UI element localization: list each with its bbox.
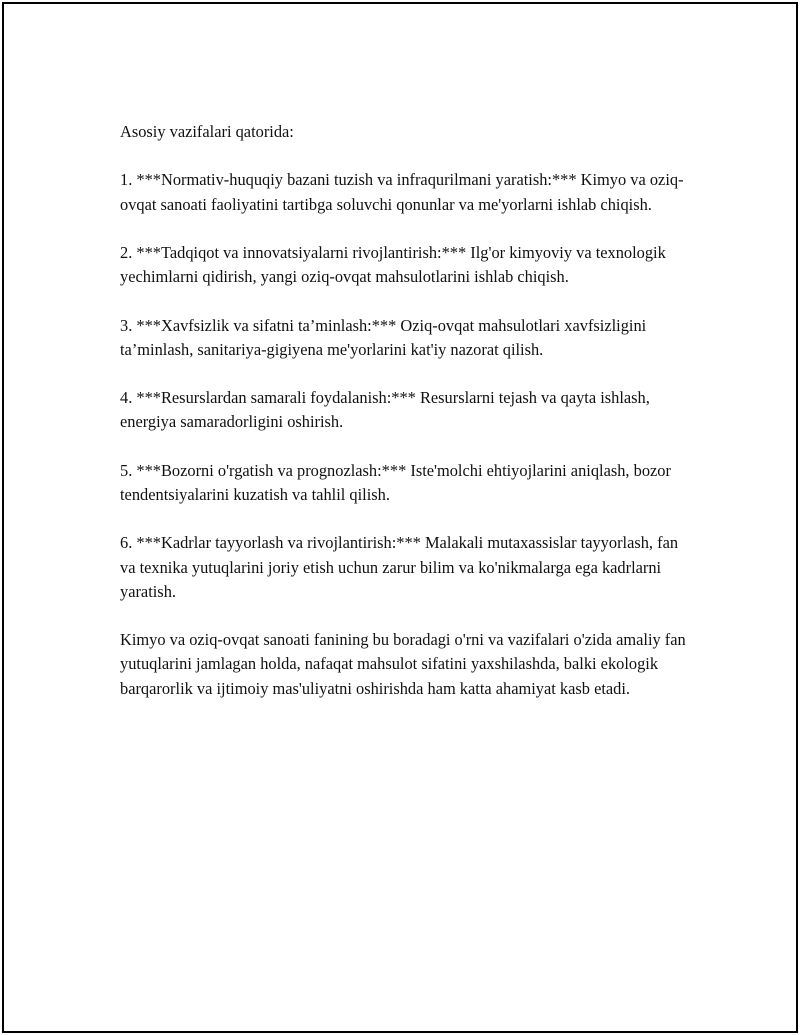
list-item: 2. ***Tadqiqot va innovatsiyalarni rivojlantirish:*** Ilg'or kimyoviy va texnologik yechimlarni qidirish, yangi oziq-ovqat mahsulotlarini ishlab chiqish. <box>120 242 666 287</box>
list-item: 4. ***Resurslardan samarali foydalanish:*** Resurslarni tejash va qayta ishlash, energiya samaradorligini oshirish. <box>120 388 650 432</box>
conclusion-paragraph: Kimyo va oziq-ovqat sanoati fanining bu boradagi o'rni va vazifalari o'zida amaliy fan yutuqlarini jamlagan holda, nafaqat mahsulot sifatini yaxshilashda, balki ekologik barqarorlik va ijtimoiy mas'uliyatni oshirishda ham katta ahamiyat kasb etadi. <box>120 630 686 698</box>
list-item: 5. ***Bozorni o'rgatish va prognozlash:*** Iste'molchi ehtiyojlarini aniqlash, bozor tendentsiyalarini kuzatish va tahlil qilish. <box>120 460 671 504</box>
document-page <box>2 2 798 1033</box>
document-body <box>120 120 690 725</box>
intro-paragraph: Asosiy vazifalari qatorida: <box>120 122 294 141</box>
list-item: 6. ***Kadrlar tayyorlash va rivojlantirish:*** Malakali mutaxassislar tayyorlash, fan va texnika yutuqlarini joriy etish uchun zarur bilim va ko'nikmalarga ega kadrlarni yaratish. <box>120 533 679 601</box>
list-item: 3. ***Xavfsizlik va sifatni ta’minlash:*** Oziq-ovqat mahsulotlari xavfsizligini ta’minlash, sanitariya-gigiyena me'yorlarini kat'iy nazorat qilish. <box>120 315 647 359</box>
list-item: 1. ***Normativ-huquqiy bazani tuzish va infraqurilmani yaratish:*** Kimyo va oziq-ovqat sanoati faoliyatini tartibga soluvchi qonunlar va me'yorlarni ishlab chiqish. <box>120 170 684 214</box>
